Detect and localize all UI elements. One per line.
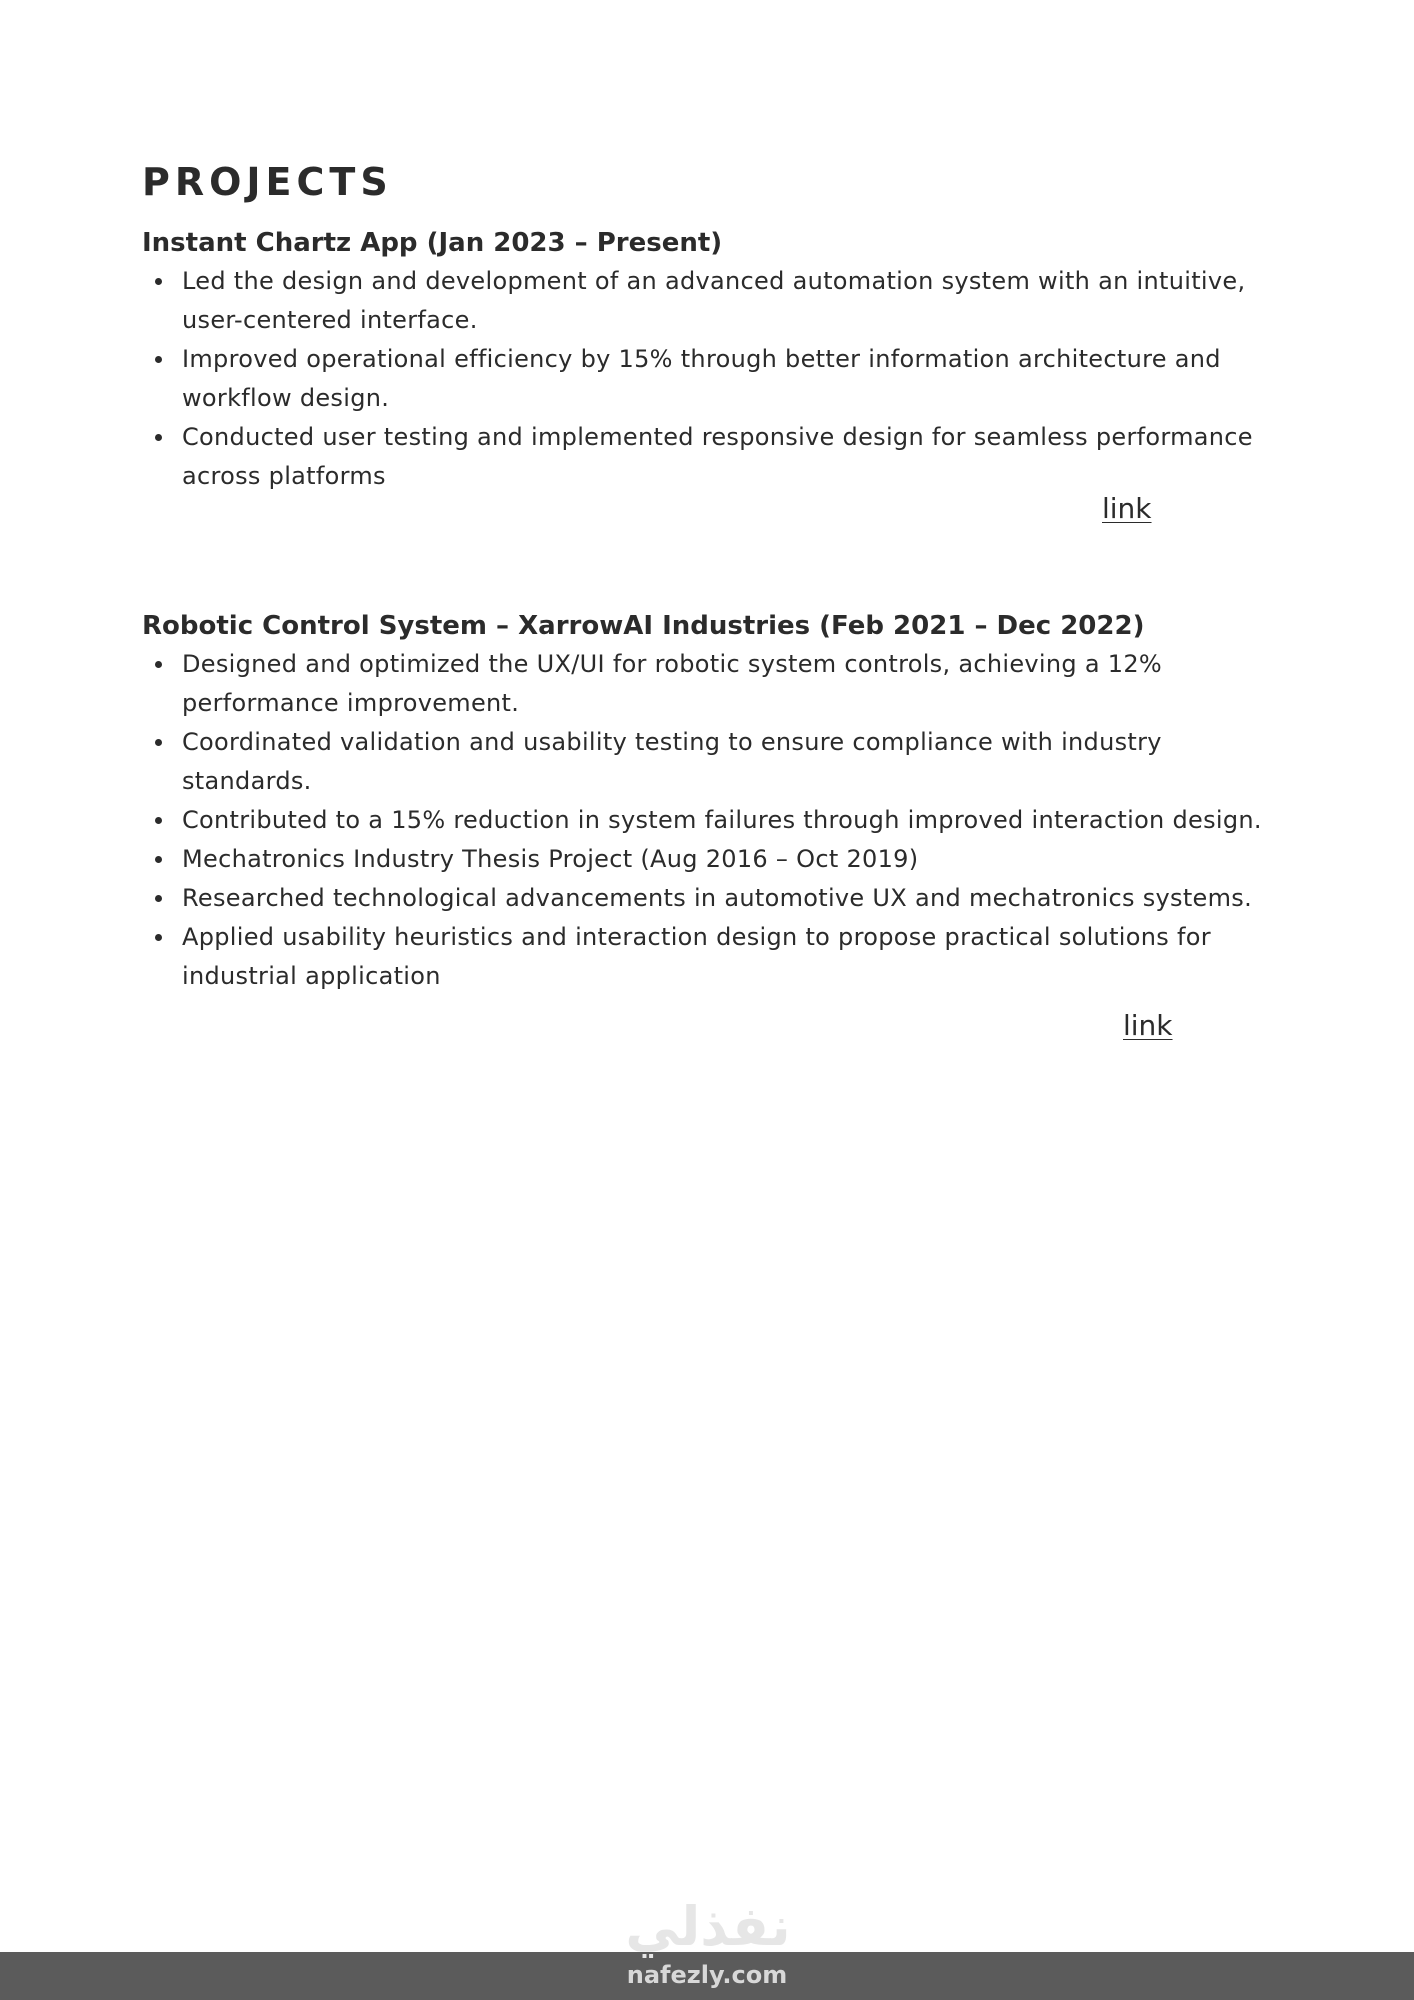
bullet-text: Applied usability heuristics and interaction design to propose practical solutions for industrial application bbox=[182, 923, 1211, 990]
bullet-dot-icon bbox=[155, 661, 162, 668]
bullet-dot-icon bbox=[155, 895, 162, 902]
bullet-list bbox=[142, 645, 1282, 996]
watermark-logo: نفذلي bbox=[625, 1895, 791, 1958]
project-link[interactable]: link bbox=[1123, 1009, 1173, 1042]
bullet-text: Designed and optimized the UX/UI for robotic system controls, achieving a 12% performance improvement. bbox=[182, 650, 1163, 717]
bullet-item bbox=[142, 918, 1282, 996]
bullet-item bbox=[142, 262, 1282, 340]
bullet-text: Conducted user testing and implemented responsive design for seamless performance across platforms bbox=[182, 423, 1253, 490]
bullet-item bbox=[142, 723, 1282, 801]
bullet-item bbox=[142, 879, 1282, 918]
bullet-list bbox=[142, 262, 1282, 496]
project-link[interactable]: link bbox=[1102, 492, 1152, 525]
bullet-item bbox=[142, 418, 1282, 496]
project-heading: Robotic Control System – XarrowAI Industries (Feb 2021 – Dec 2022) bbox=[142, 611, 1145, 641]
project-heading: Instant Chartz App (Jan 2023 – Present) bbox=[142, 228, 723, 258]
bullet-text: Led the design and development of an advanced automation system with an intuitive, user-centered interface. bbox=[182, 267, 1246, 334]
bullet-text: Mechatronics Industry Thesis Project (Aug 2016 – Oct 2019) bbox=[182, 845, 919, 873]
bullet-dot-icon bbox=[155, 817, 162, 824]
section-title: PROJECTS bbox=[142, 160, 393, 204]
bullet-text: Improved operational efficiency by 15% through better information architecture and workflow design. bbox=[182, 345, 1221, 412]
bullet-dot-icon bbox=[155, 434, 162, 441]
bullet-item bbox=[142, 840, 1282, 879]
bullet-dot-icon bbox=[155, 856, 162, 863]
bullet-item bbox=[142, 801, 1282, 840]
bullet-text: Coordinated validation and usability testing to ensure compliance with industry standards. bbox=[182, 728, 1162, 795]
watermark-site[interactable]: nafezly.com bbox=[626, 1961, 788, 1989]
bullet-dot-icon bbox=[155, 739, 162, 746]
bullet-dot-icon bbox=[155, 934, 162, 941]
bullet-text: Researched technological advancements in automotive UX and mechatronics systems. bbox=[182, 884, 1253, 912]
bullet-dot-icon bbox=[155, 356, 162, 363]
project-entry bbox=[142, 609, 1282, 996]
bullet-item bbox=[142, 340, 1282, 418]
bullet-text: Contributed to a 15% reduction in system failures through improved interaction design. bbox=[182, 806, 1262, 834]
bullet-item bbox=[142, 645, 1282, 723]
bullet-dot-icon bbox=[155, 278, 162, 285]
project-entry bbox=[142, 226, 1282, 496]
